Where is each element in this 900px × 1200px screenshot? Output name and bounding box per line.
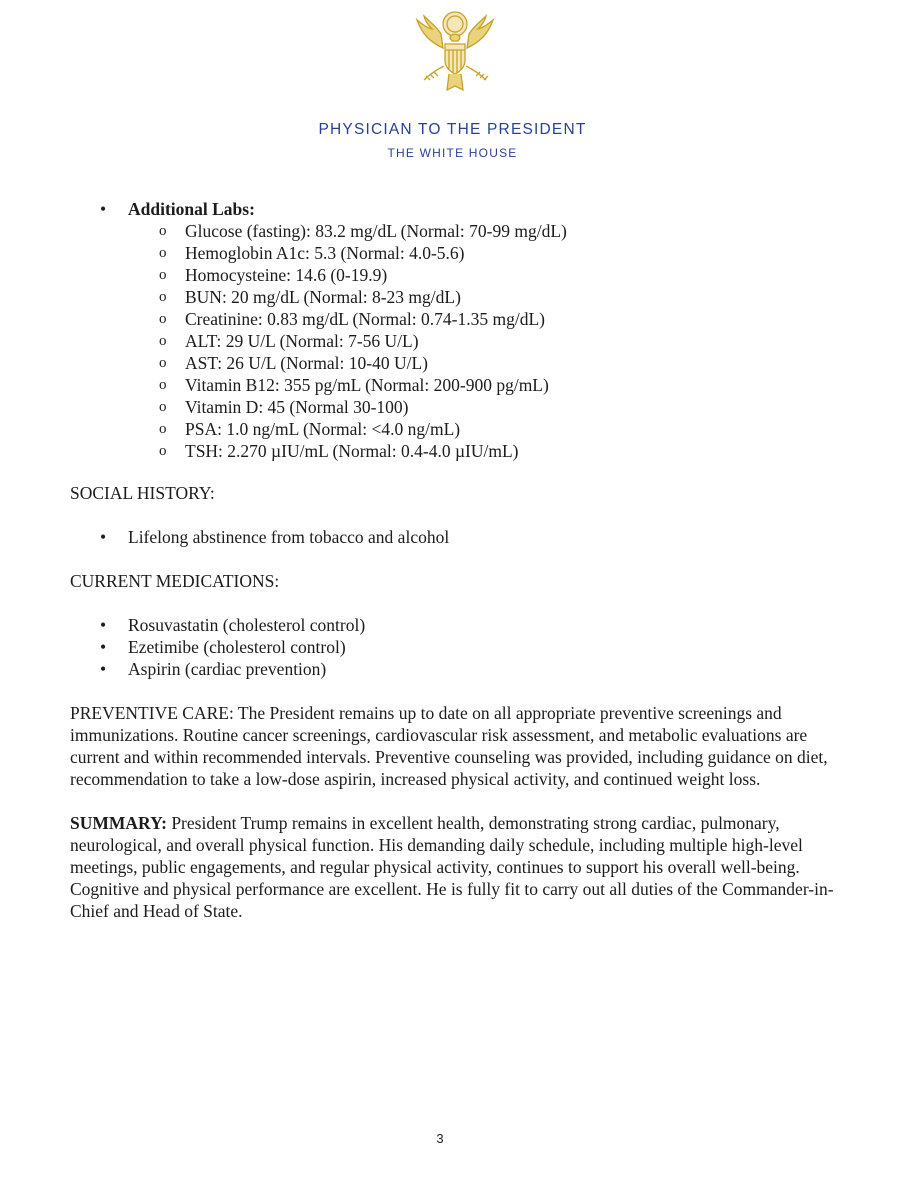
preventive-care-paragraph: PREVENTIVE CARE: The President remains up to date on all appropriate preventive screenings and immunizations. Routine cancer screenings, cardiovascular risk assessment, and metabolic evaluations are current and within recommended intervals. Preventive counseling was provided, including guidance on diet, recommendation to take a low-dose aspirin, increased physical activity, and continued weight loss.	[70, 703, 828, 789]
page-number: 3	[436, 1131, 444, 1146]
lab-item-vitamin-b12: o Vitamin B12: 355 pg/mL (Normal: 200-900 pg/mL)	[70, 374, 840, 396]
lab-item-ast: o AST: 26 U/L (Normal: 10-40 U/L)	[70, 352, 840, 374]
additional-labs-section	[70, 198, 840, 220]
social-history-heading: SOCIAL HISTORY:	[70, 483, 215, 503]
lab-item-tsh: o TSH: 2.270 µIU/mL (Normal: 0.4-4.0 µIU/mL)	[70, 440, 840, 462]
lab-item-vitamin-d: o Vitamin D: 45 (Normal 30-100)	[70, 396, 840, 418]
lab-item-hemoglobin-a1c: o Hemoglobin A1c: 5.3 (Normal: 4.0-5.6)	[70, 242, 840, 264]
medications-list	[70, 614, 840, 680]
letterhead-subtitle: THE WHITE HOUSE	[387, 146, 518, 160]
medication-item-aspirin: • Aspirin (cardiac prevention)	[70, 658, 840, 680]
lab-item-bun: o BUN: 20 mg/dL (Normal: 8-23 mg/dL)	[70, 286, 840, 308]
current-medications-heading: CURRENT MEDICATIONS:	[70, 571, 280, 591]
medication-item-rosuvastatin: • Rosuvastatin (cholesterol control)	[70, 614, 840, 636]
lab-item-psa: o PSA: 1.0 ng/mL (Normal: <4.0 ng/mL)	[70, 418, 840, 440]
social-history-list	[70, 526, 840, 548]
lab-item-alt: o ALT: 29 U/L (Normal: 7-56 U/L)	[70, 330, 840, 352]
summary-text: President Trump remains in excellent health, demonstrating strong cardiac, pulmonary, neurological, and overall physical function. His demanding daily schedule, including multiple high-level meetings, public engagements, and regular physical activity, continues to support his overall well-being. Cognitive and physical performance are excellent. He is fully fit to carry out all duties of the Commander-in-Chief and Head of State.	[70, 813, 834, 921]
social-history-item: • Lifelong abstinence from tobacco and alcohol	[70, 526, 840, 548]
lab-results-list	[70, 220, 840, 462]
additional-labs-bullet	[70, 198, 840, 220]
lab-item-homocysteine: o Homocysteine: 14.6 (0-19.9)	[70, 264, 840, 286]
document-body	[70, 198, 840, 922]
lab-item-glucose: o Glucose (fasting): 83.2 mg/dL (Normal: 70-99 mg/dL)	[70, 220, 840, 242]
additional-labs-label: Additional Labs:	[128, 199, 255, 219]
summary-label: SUMMARY:	[70, 813, 167, 833]
letterhead-title: PHYSICIAN TO THE PRESIDENT	[318, 121, 587, 138]
presidential-seal-icon	[414, 8, 496, 94]
summary-paragraph	[70, 812, 840, 922]
lab-item-creatinine: o Creatinine: 0.83 mg/dL (Normal: 0.74-1.35 mg/dL)	[70, 308, 840, 330]
medication-item-ezetimibe: • Ezetimibe (cholesterol control)	[70, 636, 840, 658]
